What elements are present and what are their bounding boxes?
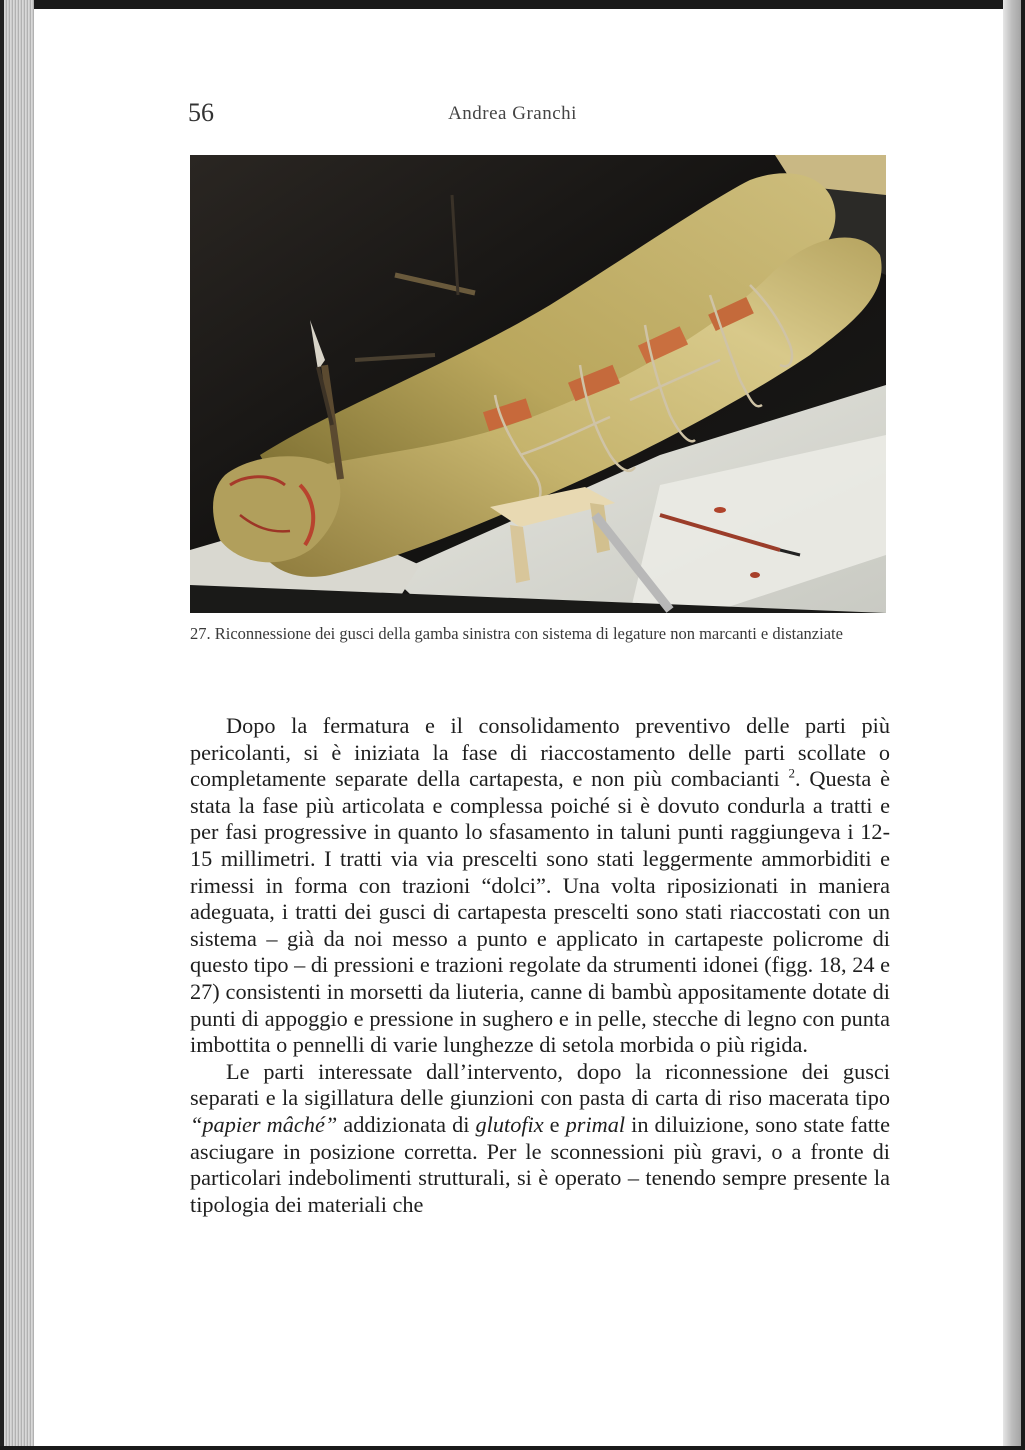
paragraph-2-text-d: in diluizione, sono state fatte asciugare in posizione corretta. Per le sconnessioni più gravi, o a fronte di particolari indebolimenti strutturali, si è operato – tenendo sempre presente la tipologia dei materiali che <box>190 1111 891 1217</box>
paragraph-2-text-c: e <box>543 1111 566 1137</box>
sculpture-legs-photo <box>190 155 886 613</box>
scan-border-bottom <box>0 1446 1025 1450</box>
paragraph-2-text-b: addizionata di <box>337 1111 476 1137</box>
paragraph-1-text-a: Dopo la fermatura e il consolidamento preventivo delle parti più pericolanti, si è iniziata la fase di riaccostamento delle parti scollate o completamente separate della cartapesta, e non più combacianti <box>190 713 890 792</box>
scan-border-left <box>0 0 4 1450</box>
scan-border-right <box>1021 0 1025 1450</box>
figure-caption: 27. Riconnessione dei gusci della gamba sinistra con sistema di legature non marcanti e distanziate <box>190 624 843 643</box>
paint-stain-1 <box>714 507 726 513</box>
paragraph-2-text-a: Le parti interessate dall’intervento, dopo la riconnessione dei gusci separati e la sigillatura delle giunzioni con pasta di carta di riso macerata tipo <box>190 1058 890 1111</box>
italic-term-primal: primal <box>565 1111 626 1137</box>
italic-term-glutofix: glutofix <box>475 1111 544 1137</box>
running-header-author: Andrea Granchi <box>448 103 577 124</box>
paragraph-2 <box>190 1059 890 1219</box>
paint-stain-2 <box>750 572 760 578</box>
figure-photo <box>190 155 886 613</box>
body-text <box>190 713 890 1218</box>
page-number: 56 <box>188 98 214 127</box>
paragraph-1-text-b: . Questa è stata la fase più articolata e complessa poiché si è dovuto condurla a tratti e per fasi progressive in quanto lo sfasamento in taluni punti raggiungeva i 12-15 millimetri. I tratti via via prescelti sono stati leggermente ammorbiditi e rimessi in forma con trazioni “dolci”. Una volta riposizionati in maniera adeguata, i tratti dei gusci di cartapesta prescelti sono stati riaccostati con un sistema – già da noi messo a punto e applicato in cartapeste policrome di questo tipo – di pressioni e trazioni regolate da strumenti idonei (figg. 18, 24 e 27) consistenti in morsetti da liuteria, canne di bambù appositamente dotate di punti di appoggio e pressione in sughero e in pelle, stecche di legno con punta imbottita o pennelli di varie lunghezze di setola morbida o più rigida. <box>190 766 890 1058</box>
page-edge-top <box>0 0 1025 9</box>
italic-term-papier-mache: “papier mâché” <box>190 1111 338 1137</box>
paragraph-1 <box>190 713 890 1059</box>
footnote-marker: 2 <box>788 765 795 781</box>
book-binding-left <box>0 0 34 1450</box>
